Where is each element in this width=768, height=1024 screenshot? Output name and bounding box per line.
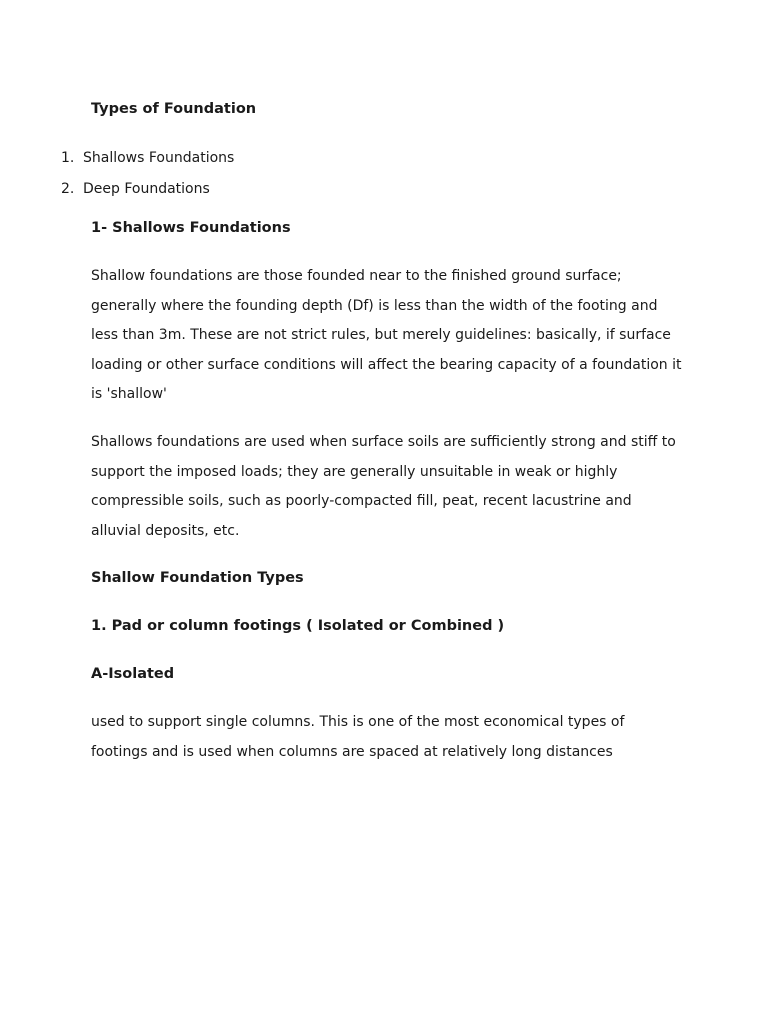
list-item [61,181,210,197]
paragraph-line: less than 3m. These are not strict rules, but merely guidelines: basically, if surface [91,327,671,343]
paragraph-line: generally where the founding depth (Df) is less than the width of the footing and [91,297,658,314]
paragraph-line: support the imposed loads; they are generally unsuitable in weak or highly [91,463,618,480]
list-text: Deep Foundations [83,181,210,197]
paragraph-line: loading or other surface conditions will affect the bearing capacity of a foundation it [91,356,682,373]
paragraph-line: compressible soils, such as poorly-compacted fill, peat, recent lacustrine and [91,493,632,509]
paragraph-line: Shallow foundations are those founded near to the finished ground surface; [91,268,622,284]
list-item [61,150,234,166]
section-heading: 1- Shallows Foundations [91,220,291,236]
document-title: Types of Foundation [91,101,257,117]
paragraph [91,262,691,410]
section-heading: Shallow Foundation Types [91,570,304,586]
subsection-heading: 1. Pad or column footings ( Isolated or Combined ) [91,618,505,634]
subsection-heading: A-Isolated [91,666,175,682]
paragraph [91,708,691,767]
list-text: Shallows Foundations [83,150,235,166]
paragraph-line: footings and is used when columns are spaced at relatively long distances [91,743,613,760]
list-number: 1. [61,150,75,166]
paragraph-line: is 'shallow' [91,386,167,402]
paragraph-line: Shallows foundations are used when surface soils are sufficiently strong and stiff to [91,434,676,450]
paragraph [91,428,691,546]
paragraph-line: alluvial deposits, etc. [91,522,240,539]
list-number: 2. [61,181,75,197]
paragraph-line: used to support single columns. This is one of the most economical types of [91,714,625,730]
